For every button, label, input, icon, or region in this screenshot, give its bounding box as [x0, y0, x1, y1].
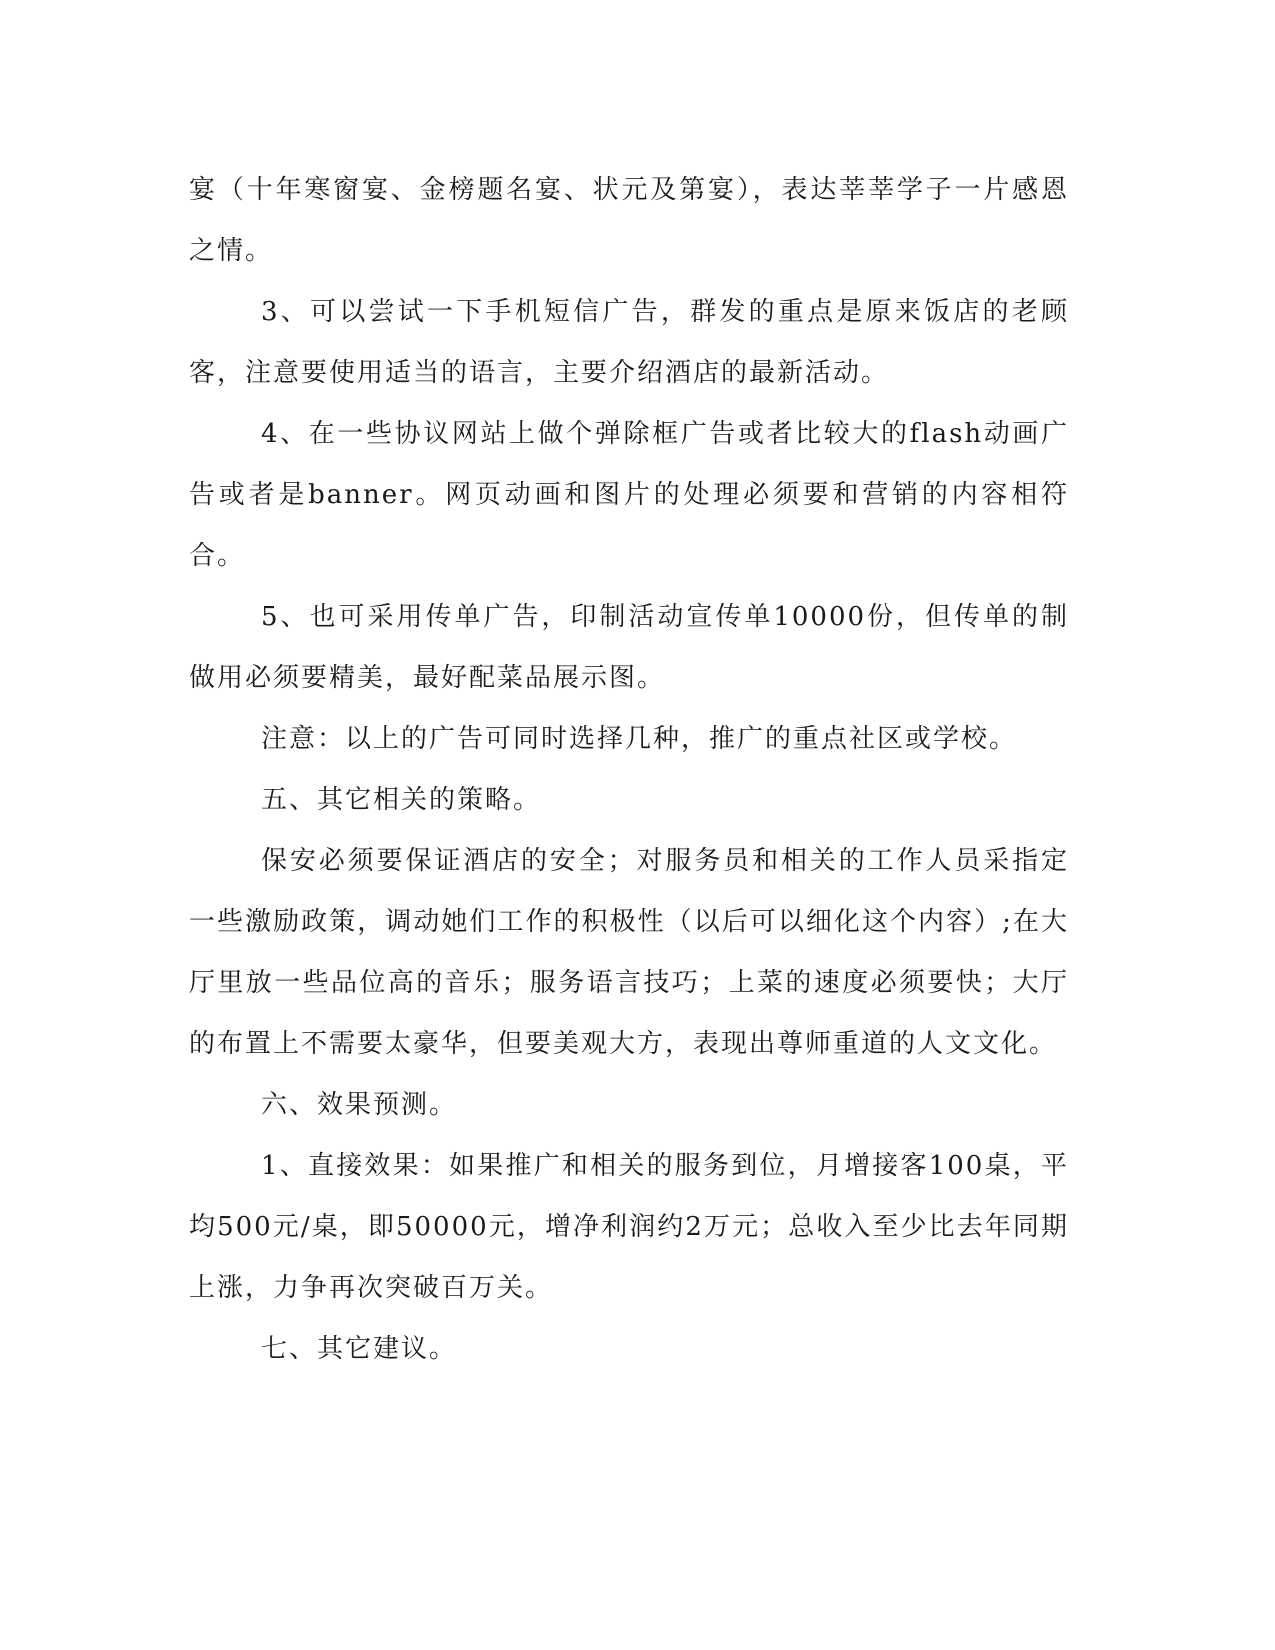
section-heading-7: 七、其它建议。 — [261, 1334, 458, 1364]
paragraph-6: 保安必须要保证酒店的安全；对服务员和相关的工作人员采指定一些激励政策，调动她们工作的积极性（以后可以细化这个内容）;在大厅里放一些品位高的音乐；服务语言技巧；上菜的速度必须要快；大厅的布置上不需要太豪华，但要美观大方，表现出尊师重道的人文文化。 — [189, 846, 1069, 1059]
paragraph-2: 3、可以尝试一下手机短信广告，群发的重点是原来饭店的老顾客，注意要使用适当的语言，主要介绍酒店的最新活动。 — [189, 297, 1069, 388]
section-heading-6: 六、效果预测。 — [261, 1090, 458, 1120]
section-heading-5: 五、其它相关的策略。 — [261, 785, 542, 815]
paragraph-7: 1、直接效果：如果推广和相关的服务到位，月增接客100桌，平均500元/桌，即50000元，增净利润约2万元；总收入至少比去年同期上涨，力争再次突破百万关。 — [189, 1151, 1069, 1303]
paragraph-4: 5、也可采用传单广告，印制活动宣传单10000份，但传单的制做用必须要精美，最好配菜品展示图。 — [189, 602, 1069, 693]
document-body — [189, 160, 1069, 1380]
paragraph-3: 4、在一些协议网站上做个弹除框广告或者比较大的flash动画广告或者是banner。网页动画和图片的处理必须要和营销的内容相符合。 — [189, 419, 1069, 571]
paragraph-5: 注意：以上的广告可同时选择几种，推广的重点社区或学校。 — [261, 724, 1018, 754]
paragraph-1: 宴（十年寒窗宴、金榜题名宴、状元及第宴），表达莘莘学子一片感恩之情。 — [189, 175, 1069, 266]
